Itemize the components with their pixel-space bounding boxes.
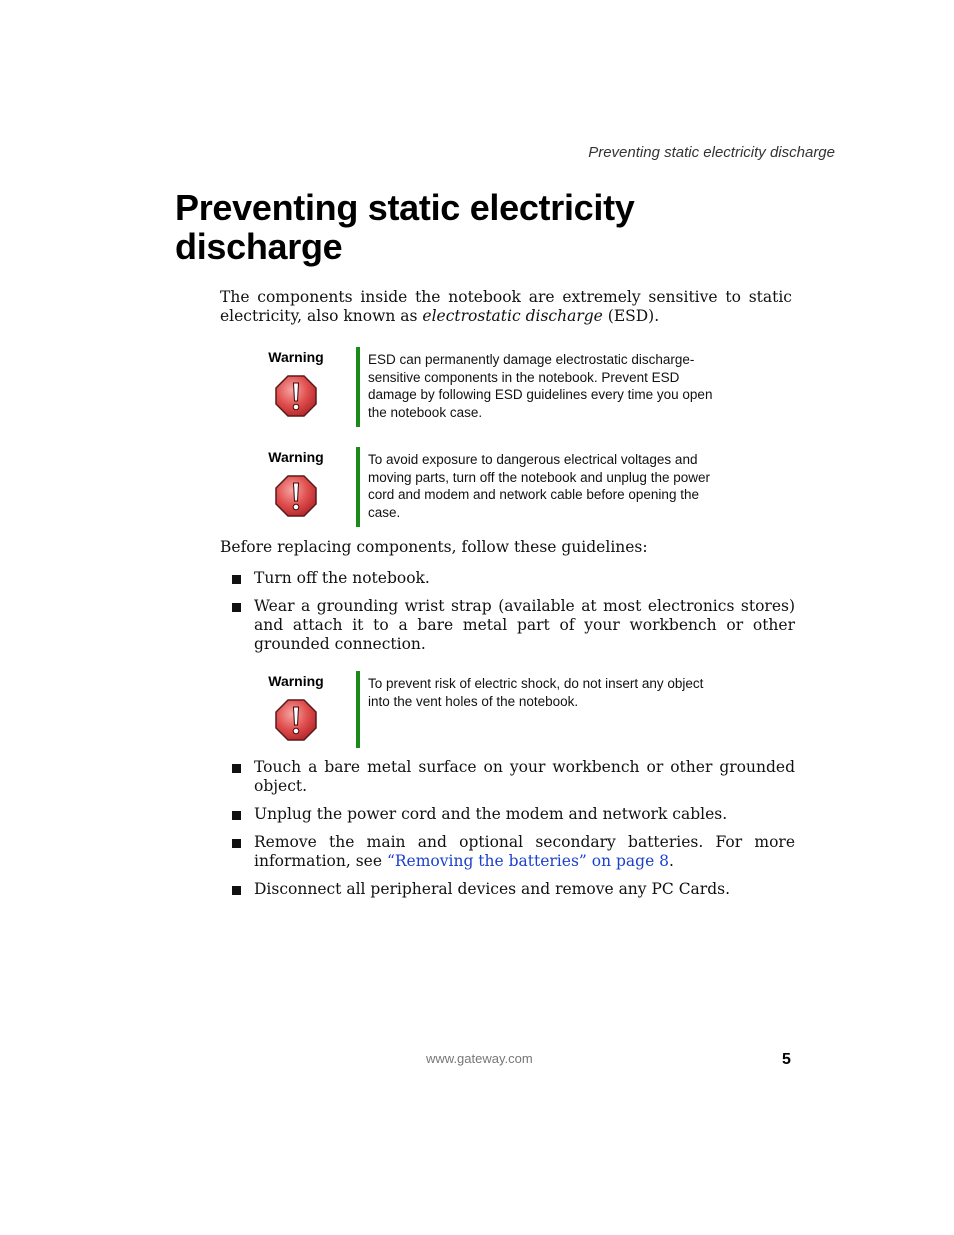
warning-bar <box>356 671 360 748</box>
square-bullet-icon <box>232 811 241 820</box>
square-bullet-icon <box>232 886 241 895</box>
warning-box-esd <box>260 347 730 427</box>
list-item-text: Touch a bare metal surface on your workbench or other grounded object. <box>254 758 795 795</box>
list-item-text-end: . <box>669 852 674 870</box>
list-item-text: Remove the main and optional secondary batteries. For more information, see <box>254 833 795 870</box>
guidelines-lead: Before replacing components, follow these guidelines: <box>220 538 648 556</box>
guidelines-list-first <box>230 569 795 663</box>
warning-label: Warning <box>268 349 324 365</box>
square-bullet-icon <box>232 839 241 848</box>
warning-text: ESD can permanently damage electrostatic discharge-sensitive components in the notebook. Prevent ESD damage by following ESD guidelines every time you open the notebook case. <box>368 352 713 420</box>
warning-stop-sign-icon <box>275 699 317 741</box>
running-header: Preventing static electricity discharge <box>588 144 835 161</box>
page-title: Preventing static electricity discharge <box>175 187 635 267</box>
list-item <box>230 569 795 588</box>
intro-text: The components inside the notebook are extremely sensitive to static electricity, also known as <box>220 288 792 325</box>
list-item <box>230 758 795 796</box>
intro-emphasis: electrostatic discharge <box>422 307 603 325</box>
warning-bar <box>356 447 360 527</box>
warning-box-shock <box>260 671 730 748</box>
square-bullet-icon <box>232 603 241 612</box>
list-item <box>230 597 795 654</box>
guidelines-list-second <box>230 758 795 908</box>
list-item-text: Turn off the notebook. <box>254 569 430 587</box>
warning-label: Warning <box>268 449 324 465</box>
list-item-text: Unplug the power cord and the modem and network cables. <box>254 805 728 823</box>
warning-stop-sign-icon <box>275 475 317 517</box>
square-bullet-icon <box>232 575 241 584</box>
list-item <box>230 833 795 871</box>
page-number: 5 <box>782 1051 791 1068</box>
list-item <box>230 805 795 824</box>
footer-url: www.gateway.com <box>426 1051 533 1066</box>
warning-label: Warning <box>268 673 324 689</box>
square-bullet-icon <box>232 764 241 773</box>
intro-text-end: (ESD). <box>602 307 660 325</box>
removing-batteries-link[interactable]: “Removing the batteries” on page 8 <box>386 852 670 870</box>
warning-bar <box>356 347 360 427</box>
warning-text: To prevent risk of electric shock, do not insert any object into the vent holes of the notebook. <box>368 676 704 709</box>
list-item <box>230 880 795 899</box>
intro-paragraph <box>220 288 792 326</box>
list-item-text: Disconnect all peripheral devices and remove any PC Cards. <box>254 880 731 898</box>
warning-box-voltage <box>260 447 730 527</box>
warning-stop-sign-icon <box>275 375 317 417</box>
warning-text: To avoid exposure to dangerous electrical voltages and moving parts, turn off the notebook and unplug the power cord and modem and network cable before opening the case. <box>368 452 710 520</box>
list-item-text: Wear a grounding wrist strap (available at most electronics stores) and attach it to a bare metal part of your workbench or other grounded connection. <box>254 597 795 653</box>
